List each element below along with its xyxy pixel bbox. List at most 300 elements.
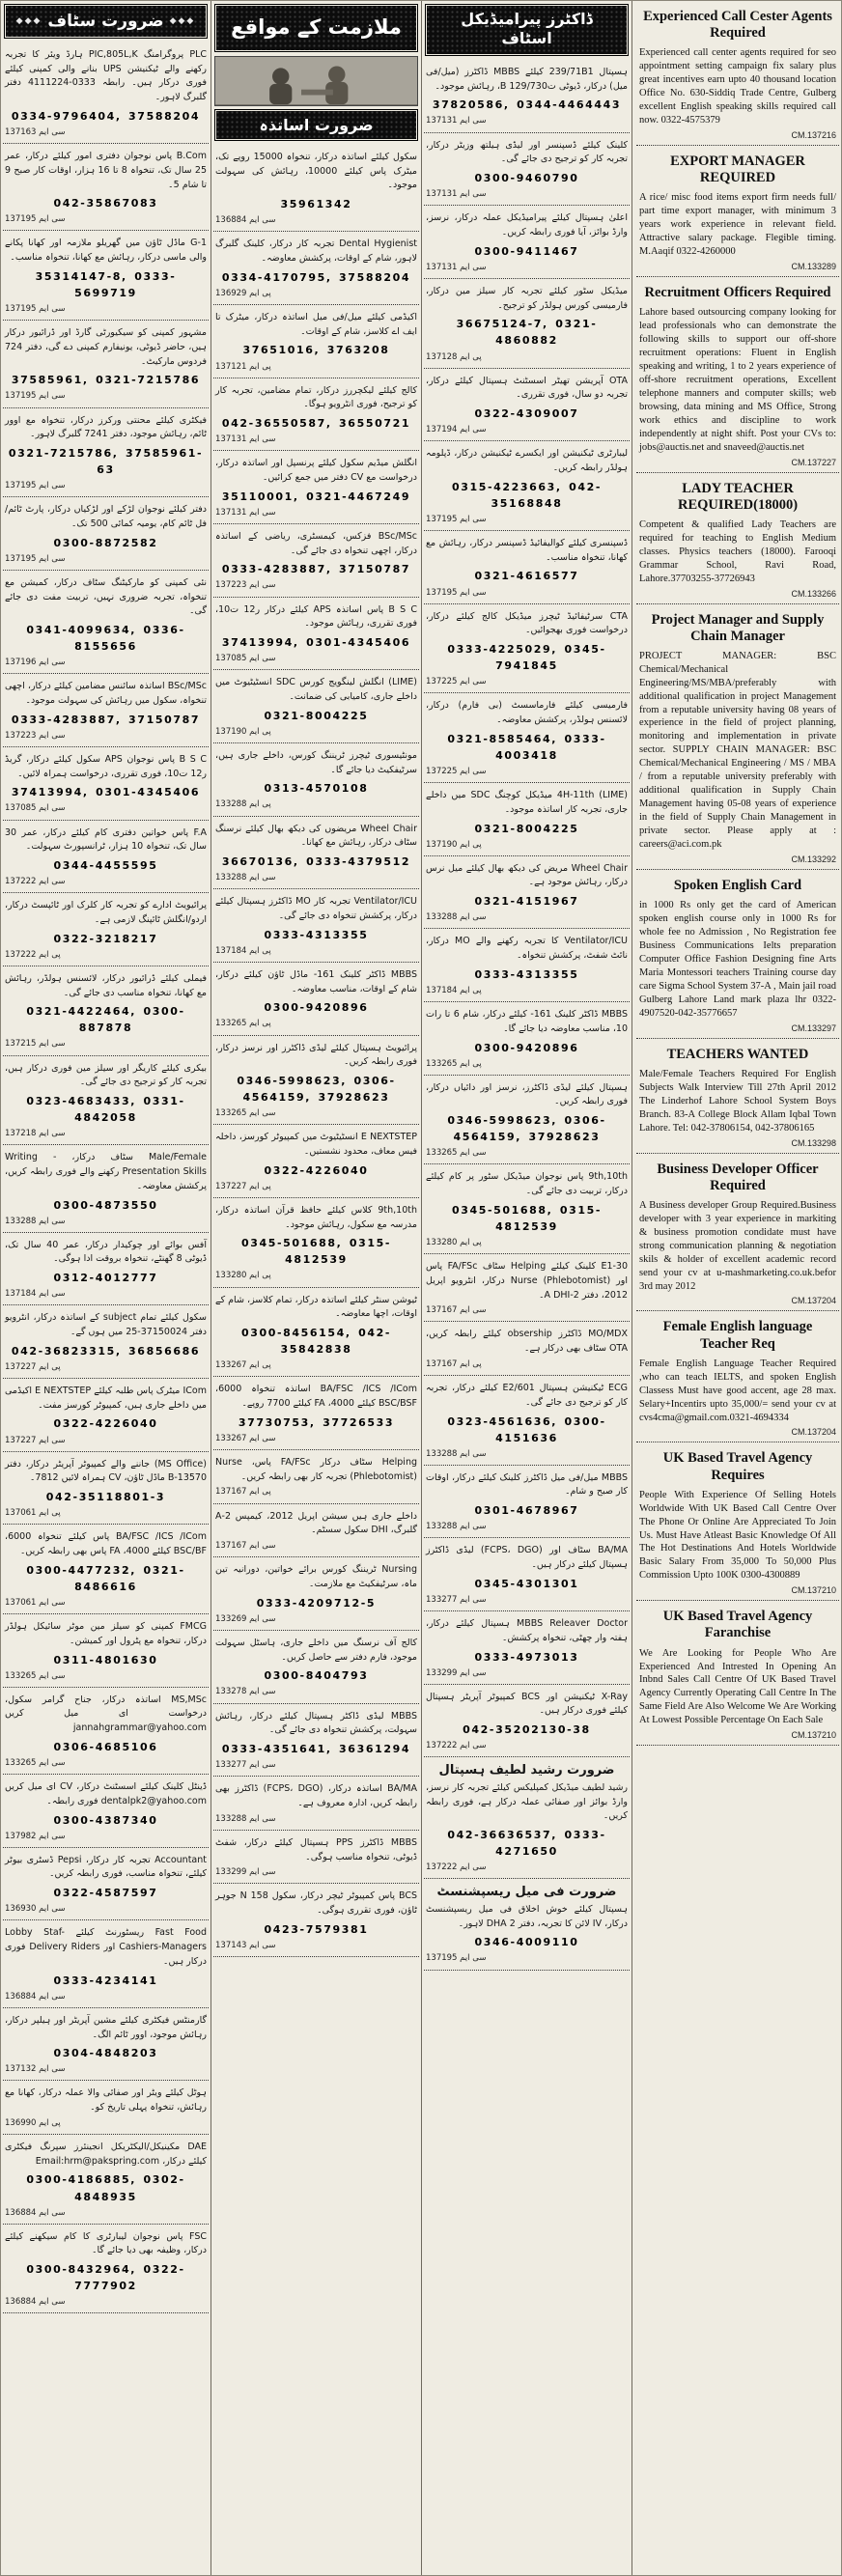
classified-ad xyxy=(3,2135,209,2225)
ad-phone-number: 0300-4873550 xyxy=(53,1198,158,1212)
ad-text: کالج کیلئے لیکچررز درکار، تمام مضامین، تجربہ کار کو ترجیح، فوری انٹرویو ہوگا۔ xyxy=(215,384,417,410)
ad-text: 30-E1 کلینک کیلئے Helping سٹاف FA/FSc پاس اور Nurse (Phlebotomist) درکار، انٹرویو اپریل 2012، دفتر 2-A DHI۔ xyxy=(426,1261,629,1301)
ad-text: BA/FSC /ICS /ICom پاس کیلئے تنخواہ 6000، BSC/BF کیلئے 4000، FA پاس بھی رابطہ کریں۔ xyxy=(5,1531,207,1557)
ad-ref-code: پی ایم 137167 xyxy=(215,1487,271,1498)
classified-ad xyxy=(636,870,839,1039)
ad-ref-code: پی ایم 133265 xyxy=(426,1058,482,1069)
ad-phone-number: 36675124-7, 0321-4860882 xyxy=(456,318,598,348)
ad-text: FSC پاس نوجوان لیبارٹری کا کام سیکھنے کیلئے درکار، وظیفہ بھی دیا جائے گا۔ xyxy=(5,2230,207,2256)
classified-ad xyxy=(3,893,209,966)
ad-phone-number: 0322-4226040 xyxy=(53,1417,158,1431)
classified-ad xyxy=(424,1466,630,1539)
staff-ads-list xyxy=(3,42,209,2313)
classified-ad xyxy=(213,232,419,305)
classified-ad xyxy=(424,441,630,531)
classified-ad xyxy=(424,929,630,1002)
ad-text: BSc/MSc اساتذہ سائنس مضامین کیلئے درکار، اچھی تنخواہ، سکول میں رہائش کی سہولت موجود۔ xyxy=(5,681,207,707)
ad-phone-number: 0423-7579381 xyxy=(264,1922,369,1936)
ad-ref-code: سی ایم 136930 xyxy=(5,1904,66,1915)
ad-text: ہسپتال کیلئے خوش اخلاق فی میل ریسپشنسٹ درکار، IV لائن کا تجربہ، دفتر 2 DHA لاہور۔ xyxy=(426,1904,628,1929)
classified-ad xyxy=(213,817,419,890)
classified-ad xyxy=(3,1233,209,1306)
ad-text: Wheel Chair مریض کی دیکھ بھال کیلئے میل نرس درکار، رہائش موجود ہے۔ xyxy=(426,862,628,888)
column-jobs-header-label: ملازمت کے مواقع xyxy=(231,15,402,39)
ad-phone-number: 0333-4313355 xyxy=(264,928,369,941)
ad-phone-number: 0312-4012777 xyxy=(53,1272,158,1285)
ad-text: BA/FSC /ICS /ICom اساتذہ تنخواہ 6000، BSC/BSF کیلئے 4000، FA کیلئے 7700 روپے۔ xyxy=(215,1384,417,1410)
ad-text: OTA آپریشن تھیٹر اسسٹنٹ ہسپتال کیلئے درکار، تجربہ دو سال، فوری تقرری۔ xyxy=(426,375,628,401)
classified-ad xyxy=(3,42,209,144)
classified-ad xyxy=(3,2081,209,2135)
ad-ref-code: سی ایم 137194 xyxy=(426,425,487,435)
column-staff-header xyxy=(4,4,208,39)
ad-text: ہسپتال 239/71B1 کیلئے MBBS ڈاکٹرز (میل/فی میل) درکار، ڈیوٹی ت730/B 129، رہائش موجود۔ xyxy=(426,67,628,92)
ad-text: MBBS ڈاکٹرز PPS ہسپتال کیلئے درکار، شفٹ ڈیوٹی، تنخواہ مناسب ہوگی۔ xyxy=(215,1836,417,1862)
classified-ad xyxy=(213,1884,419,1957)
ad-ref-code: سی ایم 133288 xyxy=(215,1813,276,1824)
ad-phone-number: 042-35118801-3 xyxy=(45,1491,166,1504)
ad-body: A rice/ misc food items export firm needs full/ part time export manager, with minimum 3 years work experience in relevant field. Attractive salary package. Flegible timing. M.Aaqif 0322-4260000 xyxy=(639,192,836,257)
ad-text: ECG ٹیکنیشن ہسپتال 601/E2 کیلئے درکار، تجربہ کار کو ترجیح دی جائے گی۔ xyxy=(426,1383,628,1408)
classified-ad xyxy=(3,2225,209,2314)
ad-ref-code: سی ایم 133299 xyxy=(215,1867,276,1878)
classified-ad xyxy=(424,1322,630,1376)
ad-text: رشید لطیف میڈیکل کمپلیکس کیلئے تجربہ کار نرسز، وارڈ بوائز اور صفائی عملہ درکار ہے، فوری رابطہ کریں۔ xyxy=(426,1781,628,1822)
ad-phone-number: 35961342 xyxy=(280,198,352,211)
ad-ref-code: پی ایم 136929 xyxy=(215,288,271,298)
classified-ad xyxy=(424,1376,630,1466)
ad-text: ہسپتال کیلئے لیڈی ڈاکٹرز، نرسز اور دائیاں درکار، فوری رابطہ کریں۔ xyxy=(426,1081,628,1107)
classified-ad xyxy=(213,305,419,378)
ad-text: Ventilator/ICU کا تجربہ رکھنے والے MO درکار، نائٹ شفٹ، پرکشش تنخواہ۔ xyxy=(426,936,628,962)
ad-text: 9th,10th کلاس کیلئے حافظ قرآن اساتذہ درکار، مدرسہ مع سکول، رہائش موجود۔ xyxy=(215,1204,417,1230)
classified-ad xyxy=(3,144,209,231)
column-jobs-subheader xyxy=(214,109,418,141)
ad-phone-number: 37730753, 37726533 xyxy=(238,1415,395,1429)
ad-phone-number: 0313-4570108 xyxy=(264,782,369,796)
ad-text: ہوٹل کیلئے ویٹر اور صفائی والا عملہ درکار، کھانا مع رہائش، تنخواہ پہلی تاریخ کو۔ xyxy=(5,2087,207,2114)
ad-ref-code: پی ایم 133265 xyxy=(215,1019,271,1029)
ad-ref-code: سی ایم 133277 xyxy=(215,1760,276,1771)
ad-phone-number: 0315-4223663, 042-35168848 xyxy=(451,480,603,510)
ad-ref-code: سی ایم 137131 xyxy=(426,116,487,126)
classified-ad xyxy=(3,1775,209,1848)
column-medical-header-line2: اسٹاف xyxy=(501,29,552,47)
classified-ad xyxy=(424,1611,630,1685)
classified-ad xyxy=(636,473,839,604)
classified-ad xyxy=(424,1879,630,1970)
ad-ref-code: سی ایم 137195 xyxy=(5,214,66,225)
ad-ref-code: سی ایم 133277 xyxy=(426,1594,487,1605)
ad-phone-number: 0345-4301301 xyxy=(474,1577,579,1590)
ad-ref-code: سی ایم 137195 xyxy=(5,553,66,564)
classified-ad xyxy=(213,1504,419,1558)
ad-text: دفتر کیلئے نوجوان لڑکے اور لڑکیاں درکار، پارٹ ٹائم/فل ٹائم کام، یومیہ کمائی 500 تک۔ xyxy=(5,504,207,529)
ad-text: X-Ray ٹیکنیشن اور BCS کمپیوٹر آپریٹر ہسپتال کیلئے فوری درکار ہیں۔ xyxy=(426,1691,629,1717)
ad-text: Nursing ٹریننگ کورس برائے خواتین، دورانیہ تین ماہ، سرٹیفکیٹ مع ملازمت۔ xyxy=(215,1564,417,1589)
classified-ad xyxy=(213,1450,419,1504)
classified-ad xyxy=(636,146,839,277)
ad-text: مونٹیسوری ٹیچرز ٹریننگ کورس، داخلے جاری ہیں، سرٹیفکیٹ دیا جائے گا۔ xyxy=(215,749,417,775)
ad-ref-code: سی ایم 137131 xyxy=(426,262,487,272)
ad-body: PROJECT MANAGER: BSC Chemical/Mechanical Engineering/MS/MBA/preferably with additional qualification in project Management from a reputable university having 08 years of experience in the field of project planning, monitoring and implementation in private sector. SUPPLY CHAIN MANAGER: BSC Chemical/Mechanical Engineering / MS / MBA / from a reputable university preferably with additional qualification in Supply Chain Management having 05-08 years of experience in the field of Supply Chain Management in private sector. Please apply at : careers@aci.com.pk xyxy=(639,650,836,851)
ad-text: E NEXTSTEP انسٹیٹیوٹ میں کمپیوٹر کورسز، داخلہ فیس معاف، محدود نشستیں۔ xyxy=(215,1132,417,1158)
ad-ref-code: سی ایم 133288 xyxy=(426,1522,487,1532)
ad-ref-code: سی ایم 137167 xyxy=(426,1305,487,1316)
ad-ref-code: سی ایم 137223 xyxy=(215,580,276,591)
ad-phone-number: 0321-7215786, 37585961-63 xyxy=(8,446,204,477)
ad-phone-number: 0300-4387340 xyxy=(53,1813,158,1827)
ad-ref-code: CM.137210 xyxy=(791,1730,836,1741)
ad-text: Fast Food ریسٹورنٹ کیلئے Lobby Staf-Cashiers-Managers اور Delivery Riders فوری درکار ہیں۔ xyxy=(5,1927,207,1967)
ad-text: Wheel Chair مریضوں کی دیکھ بھال کیلئے نرسنگ سٹاف درکار، رہائش مع کھانا۔ xyxy=(215,823,417,849)
ad-text: FMCG کمپنی کو سیلز مین موٹر سائیکل ہولڈر درکار، تنخواہ مع پٹرول اور کمیشن۔ xyxy=(5,1621,207,1646)
ad-body: in 1000 Rs only get the card of American spoken english course only in 1000 Rs for whole fee no Admission , No Registration fee Business Communications Ielts preparation Computer Office Fashion Designing fine Arts Maria Montessori teachers Training course day care Sigma School System 37-A , Main jail road Gulberg Lahore Land mark plaza lhr 0322-4907520-042-35776657 xyxy=(639,900,836,1019)
ad-ref-code: CM.137204 xyxy=(791,1427,836,1438)
classified-ad xyxy=(3,1056,209,1146)
ad-ref-code: پی ایم 133280 xyxy=(215,1271,271,1281)
ad-phone-number: 0333-4313355 xyxy=(474,967,579,981)
ad-text: فارمیسی کیلئے فارماسسٹ (بی فارم) درکار، لائسنس ہولڈر، پرکشش معاوضہ۔ xyxy=(426,700,628,726)
ad-phone-number: 0345-501688, 0315-4812539 xyxy=(240,1237,392,1267)
ad-phone-number: 0300-4477232, 0321-8486616 xyxy=(26,1563,185,1593)
classified-ad xyxy=(3,674,209,747)
ad-body: Lahore based outsourcing company looking for lead professionals who can demonstrate the following skills to support our off-shore recruitment operations: Fluent in English speaking and writing, 1 to 2 years experience of off-shore recruitment operations, Excellent telephone manners and computer skills; web browsing, data mining and MS Office, Strong work ethics and discipline to work independently at night shift. Post your CVs to: jobs@auctis.net and snaveed@auctis.net xyxy=(639,307,836,453)
ad-ref-code: سی ایم 137132 xyxy=(5,2064,66,2075)
ad-phone-number: 0333-4283887, 37150787 xyxy=(221,563,411,576)
classified-ad xyxy=(3,321,209,407)
ad-phone-number: 0344-4455595 xyxy=(53,859,158,873)
classified-ad xyxy=(213,889,419,963)
ad-phone-number: 0333-4351641, 36361294 xyxy=(221,1742,411,1755)
classified-ad xyxy=(3,2008,209,2082)
ad-ref-code: سی ایم 133278 xyxy=(215,1687,276,1697)
ad-phone-number: 042-35202130-38 xyxy=(463,1723,591,1737)
classified-ad xyxy=(3,821,209,894)
column-medical xyxy=(422,1,632,2575)
ad-ref-code: CM.133292 xyxy=(791,854,836,865)
ad-ref-code: سی ایم 133288 xyxy=(215,873,276,883)
classified-ad xyxy=(213,1557,419,1631)
english-ads-list xyxy=(636,1,839,1746)
ad-phone-number: 0345-501688, 0315-4812539 xyxy=(451,1203,603,1233)
ad-text: MO/MDX ڈاکٹرز obsership کیلئے رابطہ کریں، OTA سٹاف بھی درکار ہے۔ xyxy=(426,1329,628,1355)
ad-phone-number: 0333-4234141 xyxy=(53,1974,158,1987)
ad-ref-code: سی ایم 137225 xyxy=(426,677,487,687)
ad-ref-code: CM.133297 xyxy=(791,1022,836,1033)
classified-ad xyxy=(213,963,419,1036)
ad-ref-code: سی ایم 136884 xyxy=(5,2297,66,2308)
ad-text: B S C پاس نوجوان APS سکول کیلئے درکار، گریڈ ر12 ت10، فوری تقرری، درخواست ہمراہ لائیں۔ xyxy=(5,753,207,779)
ad-phone-number: 37413994, 0301-4345406 xyxy=(11,786,201,799)
classified-ad xyxy=(636,604,839,871)
ad-text: اکیڈمی کیلئے میل/فی میل اساتذہ درکار، میٹرک تا ایف اے کلاسز، شام کے اوقات۔ xyxy=(215,312,417,337)
ad-ref-code: پی ایم 136990 xyxy=(5,2117,61,2128)
ad-ref-code: پی ایم 133280 xyxy=(426,1237,482,1247)
ad-title: ضرورت فی میل ریسپشنسٹ xyxy=(436,1885,617,1900)
ad-text: Ventilator/ICU تجربہ کار MO ڈاکٹرز ہسپتال کیلئے درکار، پرکشش تنخواہ دی جائے گی۔ xyxy=(215,896,417,921)
classified-ad xyxy=(3,966,209,1056)
ad-title: Recruitment Officers Required xyxy=(644,284,831,300)
ad-ref-code: سی ایم 136884 xyxy=(215,215,276,226)
classified-ad xyxy=(636,1311,839,1442)
column-medical-header-line1: ڈاکٹرز پیرامیڈیکل xyxy=(461,10,593,28)
header-diamond-ornament-icon: ◆◆◆ xyxy=(169,16,196,26)
ad-ref-code: سی ایم 137131 xyxy=(426,189,487,200)
classified-ad xyxy=(3,1379,209,1452)
ad-phone-number: 0322-4226040 xyxy=(264,1163,369,1177)
ad-phone-number: 0341-4099634, 0336-8155656 xyxy=(26,624,185,654)
ad-ref-code: سی ایم 137163 xyxy=(5,126,66,137)
classified-ad xyxy=(424,783,630,856)
ad-ref-code: CM.137227 xyxy=(791,457,836,467)
ad-phone-number: 0300-9420896 xyxy=(264,1001,369,1015)
classified-ad xyxy=(3,1525,209,1614)
ad-phone-number: 0322-4309007 xyxy=(474,407,579,421)
classified-ad xyxy=(424,531,630,604)
ad-phone-number: 0333-4283887, 37150787 xyxy=(11,713,201,726)
column-staff-header-label: ضرورت سٹاف xyxy=(47,12,164,31)
ad-ref-code: پی ایم 137222 xyxy=(5,949,61,960)
ad-phone-number: 042-36823315, 36856686 xyxy=(11,1344,201,1358)
jobs-ads-list xyxy=(213,145,419,1957)
ad-text: سکول کیلئے تمام subject کے اساتذہ درکار، انٹرویو دفتر 37150024-25 میں ہوں گے۔ xyxy=(5,1312,207,1338)
ad-ref-code: CM.137210 xyxy=(791,1585,836,1596)
classified-ad xyxy=(424,1538,630,1611)
ad-text: CTA سرٹیفائیڈ ٹیچرز میڈیکل کالج کیلئے درکار، درخواست فوری بھجوائیں۔ xyxy=(426,610,628,636)
column-jobs xyxy=(211,1,422,2575)
ad-text: آفس بوائے اور چوکیدار درکار، عمر 40 سال تک، ڈیوٹی 8 گھنٹے، تنخواہ بروقت ادا ہوگی۔ xyxy=(5,1239,207,1265)
classified-ad xyxy=(424,1254,630,1322)
classified-ad xyxy=(3,747,209,821)
ad-ref-code: سی ایم 133265 xyxy=(215,1108,276,1119)
classified-ad xyxy=(3,1305,209,1379)
ad-phone-number: 37651016, 3763208 xyxy=(242,344,390,357)
ad-phone-number: 042-35867083 xyxy=(53,197,158,210)
ad-ref-code: سی ایم 133288 xyxy=(5,1216,66,1226)
workers-photo-illustration xyxy=(215,56,417,105)
classified-ad xyxy=(213,1377,419,1450)
ad-text: فیملی کیلئے ڈرائیور درکار، لائسنس ہولڈر، رہائش مع کھانا، تنخواہ مناسب دی جائے گی۔ xyxy=(5,972,207,998)
ad-phone-number: 042-36550587, 36550721 xyxy=(221,417,411,431)
ad-ref-code: سی ایم 137195 xyxy=(426,587,487,598)
ad-ref-code: سی ایم 133288 xyxy=(426,912,487,923)
ad-body: Female English Language Teacher Required ,who can teach IELTS, and spoken English Classess Must have good accent, age 28 max. Selary+Incentirs upto 35,000/= send your cv at cvs4cma@gmail.com.0321-4694334 xyxy=(639,1358,836,1423)
classified-ad xyxy=(3,1848,209,1921)
ad-text: گارمنٹس فیکٹری کیلئے مشین آپریٹر اور ہیلپر درکار، رہائش موجود، اوور ٹائم الگ۔ xyxy=(5,2014,207,2040)
ad-phone-number: 0321-4151967 xyxy=(474,895,579,909)
ad-phone-number: 37585961, 0321-7215786 xyxy=(11,374,201,387)
ad-ref-code: سی ایم 133265 xyxy=(5,1670,66,1681)
ad-phone-number: 0300-9420896 xyxy=(474,1041,579,1054)
ad-ref-code: سی ایم 137223 xyxy=(5,730,66,741)
ad-text: MBBS Releaver Doctor ہسپتال کیلئے درکار، ہفتہ وار چھٹی، تنخواہ پرکشش۔ xyxy=(426,1618,628,1643)
ad-title: UK Based Travel Agency Faranchise xyxy=(662,1609,813,1641)
classified-ad xyxy=(213,598,419,671)
classified-ad xyxy=(424,133,630,207)
ad-text: اعلیٰ ہسپتال کیلئے پیرامیڈیکل عملہ درکار، نرسز، وارڈ بوائز، آیا فوری رابطہ کریں۔ xyxy=(426,212,628,238)
ad-text: G-1 ماڈل ٹاؤن میں گھریلو ملازمہ اور کھانا پکانے والی ماسی درکار، رہائش مع کھانا، تنخواہ مناسب۔ xyxy=(5,238,207,264)
ad-title: Female English language Teacher Req xyxy=(662,1319,813,1352)
classified-ad xyxy=(213,1288,419,1378)
ad-text: MBBS ڈاکٹر کلینک 161- کیلئے درکار، شام 6 تا رات 10، مناسب معاوضہ دیا جائے گا۔ xyxy=(426,1009,629,1034)
ad-phone-number: 0334-9796404, 37588204 xyxy=(11,109,201,123)
medical-ads-list xyxy=(424,60,630,1971)
ad-text: بیکری کیلئے کاریگر اور سیلز مین فوری درکار ہیں، تجربہ کار کو ترجیح دی جائے گی۔ xyxy=(5,1062,207,1088)
classified-ad xyxy=(213,1631,419,1704)
classified-ad xyxy=(213,743,419,817)
ad-phone-number: 0306-4685106 xyxy=(53,1740,158,1753)
classified-ad xyxy=(213,1704,419,1778)
ad-text: DAE مکینیکل/الیکٹریکل انجینئرز سپرنگ فیکٹری کیلئے درکار، Email:hrm@pakspring.com xyxy=(5,2142,207,2167)
ad-text: مشہور کمپنی کو سیکیورٹی گارڈ اور ڈرائیور درکار ہیں، حاضر ڈیوٹی، یونیفارم کمپنی دے گی، دفتر 724 فردوس مارکیٹ۔ xyxy=(5,327,207,367)
ad-ref-code: سی ایم 137222 xyxy=(426,1862,487,1873)
ad-ref-code: سی ایم 133299 xyxy=(426,1667,487,1678)
ad-ref-code: پی ایم 137061 xyxy=(5,1508,61,1519)
ad-ref-code: سی ایم 137061 xyxy=(5,1597,66,1608)
ad-text: ٹیوشن سنٹر کیلئے اساتذہ درکار، تمام کلاسز، شام کے اوقات، اچھا معاوضہ۔ xyxy=(215,1294,417,1320)
classified-ad xyxy=(213,524,419,598)
ad-text: ڈینٹل کلینک کیلئے اسسٹنٹ درکار، CV ای میل کریں dentalpk2@yahoo.com فوری رابطہ۔ xyxy=(5,1781,207,1806)
classified-ad xyxy=(3,1614,209,1688)
ad-text: سکول کیلئے اساتذہ درکار، تنخواہ 15000 روپے تک، میٹرک پاس کیلئے 10000، رہائش کی سہولت موجود۔ xyxy=(215,152,418,191)
ad-body: A Business developer Group Required.Business developer with 3 year experience in markiting & business promotion condidate must have strong communication planning & negotiation skils & holder of excellent academic record send your cv at u-mashmarketing.co.uk.befor 3rd may 2012 xyxy=(639,1199,836,1292)
ad-ref-code: سی ایم 133269 xyxy=(215,1613,276,1624)
ad-phone-number: 0300-8872582 xyxy=(53,536,158,549)
classified-ad xyxy=(213,1198,419,1288)
ad-ref-code: پی ایم 137121 xyxy=(215,361,271,372)
ad-phone-number: 0346-4009110 xyxy=(474,1936,579,1949)
classified-ad xyxy=(636,1601,839,1746)
ad-text: Dental Hygienist تجربہ کار درکار، کلینک گلبرگ لاہور، شام کے اوقات، پرکشش معاوضہ۔ xyxy=(215,238,417,265)
ad-text: کالج آف نرسنگ میں داخلے جاری، ہاسٹل سہولت موجود، فارم دفتر سے حاصل کریں۔ xyxy=(215,1637,417,1663)
classified-ad xyxy=(424,1002,630,1076)
column-jobs-header xyxy=(214,4,418,52)
ad-ref-code: سی ایم 137225 xyxy=(426,766,487,776)
ad-ref-code: سی ایم 137195 xyxy=(5,304,66,314)
ad-text: B.Com پاس نوجوان دفتری امور کیلئے درکار، عمر 25 سال تک، تنخواہ 8 تا 16 ہزار، اوقات کار صبح 9 تا شام 5۔ xyxy=(5,151,207,190)
ad-ref-code: سی ایم 133267 xyxy=(215,1433,276,1443)
classified-ad xyxy=(3,571,209,674)
ad-ref-code: سی ایم 136884 xyxy=(5,1991,66,2002)
ad-phone-number: 0323-4561636, 0300-4151636 xyxy=(447,1414,606,1444)
ad-ref-code: پی ایم 137190 xyxy=(215,726,271,737)
ad-title: Project Manager and Supply Chain Manager xyxy=(651,611,825,644)
ad-phone-number: 0300-8456154, 042-35842838 xyxy=(240,1327,392,1357)
ad-ref-code: سی ایم 137085 xyxy=(215,654,276,664)
ad-ref-code: سی ایم 137085 xyxy=(5,803,66,814)
ad-text: (LIME) انگلش لینگویج کورس SDC انسٹیٹیوٹ میں داخلے جاری، کامیابی کی ضمانت۔ xyxy=(215,677,417,703)
ad-phone-number: 36670136, 0333-4379512 xyxy=(221,855,411,869)
ad-ref-code: سی ایم 137143 xyxy=(215,1940,276,1950)
ad-text: BA/MA اساتذہ درکار، (FCPS، DGO) ڈاکٹرز بھی رابطہ کریں، ادارہ معروف ہے۔ xyxy=(215,1783,417,1808)
ad-ref-code: CM.133289 xyxy=(791,261,836,271)
ad-ref-code: سی ایم 133265 xyxy=(5,1757,66,1768)
ad-title: UK Based Travel Agency Requires xyxy=(662,1450,813,1483)
ad-body: We Are Looking for People Who Are Experienced And Intrested In Opening An Inbnd Sales Call Centre Of UK Based Travel Agency Currently Operating Call Centre In The Same Field Are Also Welcome We Are Working At Lowest Possible Percentage On Each Sale xyxy=(639,1647,836,1726)
ad-ref-code: سی ایم 137222 xyxy=(5,877,66,887)
ad-ref-code: پی ایم 137167 xyxy=(426,1358,482,1369)
header-diamond-ornament-icon: ◆◆◆ xyxy=(15,16,42,26)
ad-title: TEACHERS WANTED xyxy=(666,1046,809,1062)
ad-ref-code: سی ایم 137982 xyxy=(5,1831,66,1841)
ad-phone-number: 0321-4422464, 0300-887878 xyxy=(26,1005,185,1035)
ad-ref-code: پی ایم 137128 xyxy=(426,351,482,362)
ad-text: BCS پاس کمپیوٹر ٹیچر درکار، سکول N 158 جوہر ٹاؤن، فوری تقرری ہوگی۔ xyxy=(215,1890,418,1917)
classified-ad xyxy=(213,1831,419,1885)
classified-ad xyxy=(213,451,419,524)
ad-phone-number: 0301-4678967 xyxy=(474,1504,579,1518)
ad-ref-code: سی ایم 137184 xyxy=(5,1289,66,1300)
classified-ad xyxy=(213,145,419,232)
ad-ref-code: سی ایم 137195 xyxy=(426,1953,487,1964)
ad-ref-code: سی ایم 133265 xyxy=(426,1148,487,1159)
ad-phone-number: 0300-8432964, 0322-7777902 xyxy=(26,2263,185,2293)
classified-ad xyxy=(3,1452,209,1526)
ad-title: Business Developer Officer Required xyxy=(657,1161,819,1193)
ad-ref-code: پی ایم 137184 xyxy=(215,945,271,956)
ad-ref-code: سی ایم 137195 xyxy=(5,481,66,491)
ad-ref-code: پی ایم 133288 xyxy=(215,799,271,810)
ad-ref-code: سی ایم 137218 xyxy=(5,1129,66,1139)
ad-phone-number: 0346-5998623, 0306-4564159, 37928623 xyxy=(237,1075,396,1105)
ad-ref-code: سی ایم 137215 xyxy=(5,1039,66,1050)
ad-body: People With Experience Of Selling Hotels Worldwide With UK Based Call Centre Over The Phone Or Online Are Appreciated To Join Us. Must Have Atleast Basic Knowledge Of All The Hot Destinations And Hotels Worldwide Basic Salary From 35,000 To 50,000 Plus Commission Upto 100K 0300-4300889 xyxy=(639,1489,836,1582)
ad-ref-code: سی ایم 133288 xyxy=(426,1448,487,1459)
ad-phone-number: 0321-8004225 xyxy=(264,709,369,722)
classified-ad xyxy=(636,1154,839,1312)
ad-phone-number: 0323-4683433, 0331-4842058 xyxy=(26,1095,185,1125)
ad-text: پرائیویٹ ہسپتال کیلئے لیڈی ڈاکٹرز اور نرسز درکار، فوری رابطہ کریں۔ xyxy=(215,1042,417,1068)
classified-ad xyxy=(424,1685,630,1758)
ad-phone-number: 0300-4186885, 0302-4848935 xyxy=(26,2173,185,2203)
classified-ad xyxy=(424,279,630,369)
ad-text: Helping سٹاف درکار FA/FSc پاس، Nurse (Phlebotomist) تجربہ کار بھی رابطہ کریں۔ xyxy=(215,1457,417,1482)
ad-ref-code: سی ایم 137131 xyxy=(215,507,276,518)
ad-title: LADY TEACHER REQUIRED(18000) xyxy=(677,480,799,513)
classified-ad xyxy=(3,1688,209,1775)
header-photo xyxy=(214,56,418,106)
ad-text: 4H-11th (LIME) میڈیکل کوچنگ SDC میں داخلے جاری، تجربہ کار اساتذہ موجود۔ xyxy=(426,790,628,815)
ad-ref-code: سی ایم 137196 xyxy=(5,658,66,668)
ad-phone-number: 0311-4801630 xyxy=(53,1653,158,1666)
ad-phone-number: 0333-4209712-5 xyxy=(256,1596,377,1610)
ad-text: Accountant تجربہ کار درکار، Pepsi ڈسٹری بیوٹر کیلئے، تنخواہ مناسب، فوری رابطہ کریں۔ xyxy=(5,1854,207,1880)
ad-ref-code: سی ایم 137131 xyxy=(215,434,276,445)
ad-phone-number: 0346-5998623, 0306-4564159, 37928623 xyxy=(447,1114,606,1144)
ad-title: Experienced Call Cester Agents Required xyxy=(643,9,832,42)
ad-ref-code: CM.133298 xyxy=(791,1137,836,1148)
classified-ad xyxy=(424,1757,630,1879)
ad-phone-number: 0300-9460790 xyxy=(474,172,579,185)
classified-ad xyxy=(3,1920,209,2007)
ad-text: MBBS ڈاکٹر کلینک 161- ماڈل ٹاؤن کیلئے درکار، شام کے اوقات، مناسب معاوضہ۔ xyxy=(215,968,417,994)
classified-ad xyxy=(213,1125,419,1198)
classified-ad xyxy=(3,408,209,498)
ad-text: نئی کمپنی کو مارکیٹنگ سٹاف درکار، کمیشن مع تنخواہ، تجربہ ضروری نہیں، تربیت مفت دی جائے گی۔ xyxy=(5,576,207,617)
ad-phone-number: 0321-4616577 xyxy=(474,570,579,583)
ad-ref-code: پی ایم 137227 xyxy=(215,1181,271,1191)
ad-ref-code: CM.137216 xyxy=(791,129,836,140)
ad-text: MBBS میل/فی میل ڈاکٹرز کلینک کیلئے درکار، اوقات کار صبح و شام۔ xyxy=(426,1471,628,1498)
ad-title: EXPORT MANAGER REQUIRED xyxy=(670,153,805,186)
ad-phone-number: 0322-4587597 xyxy=(53,1887,158,1900)
ad-phone-number: 0322-3218217 xyxy=(53,932,158,945)
classified-ad xyxy=(424,856,630,930)
ad-title: ضرورت رشید لطیف ہسپتال xyxy=(438,1763,615,1778)
classified-ad xyxy=(424,1076,630,1165)
ad-phone-number: 0334-4170795, 37588204 xyxy=(221,270,411,284)
